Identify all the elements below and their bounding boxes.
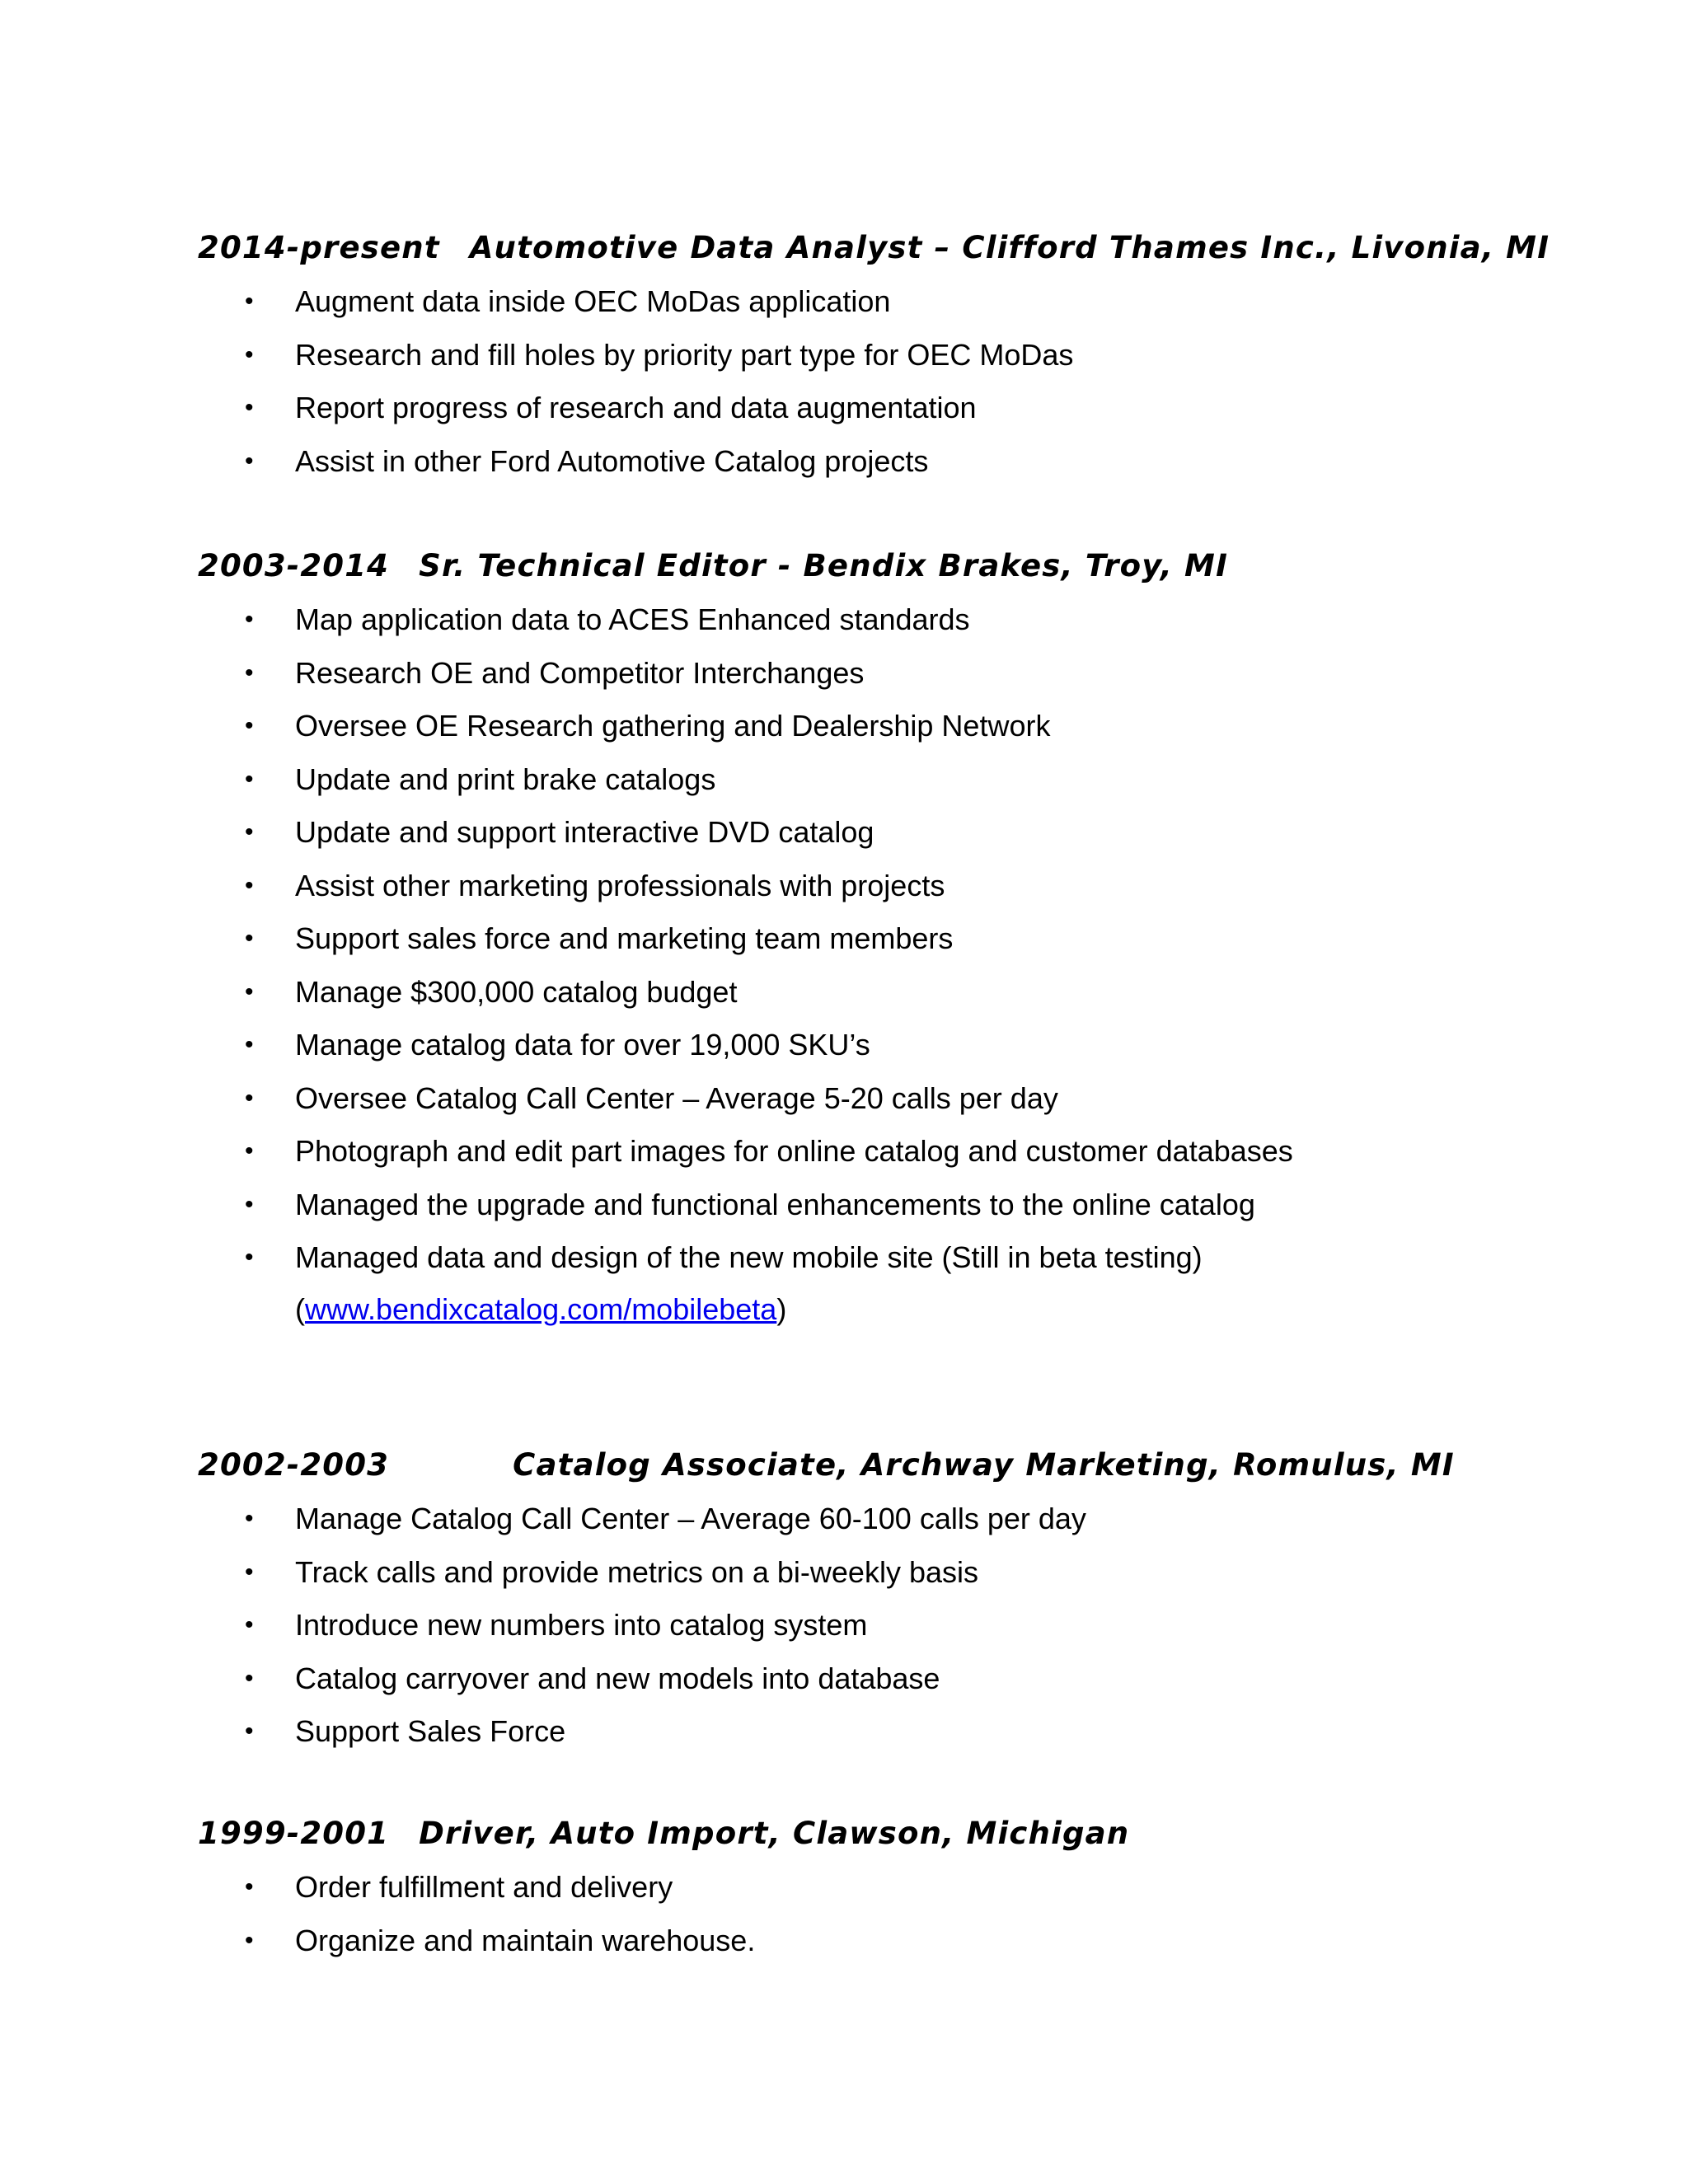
bullet-glyph: • <box>245 340 254 368</box>
bullet-text: Track calls and provide metrics on a bi-weekly basis <box>295 1554 978 1589</box>
bullet-text: Managed data and design of the new mobile site (Still in beta testing) <box>295 1240 1203 1274</box>
list-item <box>0 655 1293 709</box>
job-title: Sr. Technical Editor - Bendix Brakes, Troy, MI <box>419 548 1229 583</box>
bullet-text: Assist other marketing professionals with projects <box>295 868 945 902</box>
bullet-glyph: • <box>245 1873 254 1900</box>
list-item <box>0 1027 1293 1080</box>
bullet-glyph: • <box>245 1190 254 1218</box>
list-item <box>0 1661 1086 1714</box>
list-item <box>0 762 1293 815</box>
bullet-text: Photograph and edit part images for online catalog and customer databases <box>295 1134 1293 1168</box>
bullet-glyph: • <box>245 818 254 846</box>
job-heading-1 <box>198 230 1550 266</box>
list-item <box>0 337 1073 391</box>
job-years: 2014-present <box>198 230 440 265</box>
bullet-glyph: • <box>245 977 254 1005</box>
bullet-glyph: • <box>245 1718 254 1745</box>
list-item <box>0 1554 1086 1608</box>
bullet-text: Update and support interactive DVD catalog <box>295 815 874 849</box>
bullet-glyph: • <box>245 1926 254 1954</box>
list-item <box>0 921 1293 974</box>
bullet-glyph: • <box>245 765 254 793</box>
list-item <box>0 1869 755 1923</box>
job-title: Automotive Data Analyst – Clifford Thames Inc., Livonia, MI <box>469 230 1550 265</box>
job-bullets-4 <box>0 1869 755 1975</box>
bullet-text: Oversee Catalog Call Center – Average 5-20 calls per day <box>295 1080 1058 1115</box>
job-heading-4 <box>198 1816 1129 1852</box>
bullet-text: Order fulfillment and delivery <box>295 1870 673 1904</box>
job-bullets-2 <box>0 602 1293 1293</box>
bullet-text: Oversee OE Research gathering and Dealership Network <box>295 709 1051 743</box>
mobile-site-link-line <box>295 1291 786 1328</box>
paren-close: ) <box>776 1292 787 1326</box>
list-item <box>0 1080 1293 1134</box>
list-item <box>0 284 1073 337</box>
paren-open: ( <box>295 1292 305 1326</box>
list-item <box>0 443 1073 497</box>
bullet-glyph: • <box>245 1031 254 1058</box>
bullet-glyph: • <box>245 394 254 421</box>
bullet-text: Support sales force and marketing team members <box>295 921 954 955</box>
bullet-text: Report progress of research and data augmentation <box>295 391 977 424</box>
bullet-text: Manage $300,000 catalog budget <box>295 974 738 1009</box>
bullet-text: Manage catalog data for over 19,000 SKU’s <box>295 1028 870 1062</box>
bullet-text: Update and print brake catalogs <box>295 762 716 796</box>
bullet-glyph: • <box>245 1084 254 1112</box>
list-item <box>0 1501 1086 1554</box>
bullet-glyph: • <box>245 1244 254 1271</box>
bullet-text: Assist in other Ford Automotive Catalog projects <box>295 443 929 478</box>
bullet-text: Manage Catalog Call Center – Average 60-100 calls per day <box>295 1502 1086 1535</box>
list-item <box>0 868 1293 921</box>
bullet-text: Map application data to ACES Enhanced standards <box>295 602 970 636</box>
bullet-text: Organize and maintain warehouse. <box>295 1923 756 1957</box>
bullet-glyph: • <box>245 1558 254 1586</box>
list-item <box>0 1240 1293 1293</box>
job-title: Driver, Auto Import, Clawson, Michigan <box>419 1816 1130 1851</box>
bullet-glyph: • <box>245 658 254 687</box>
bullet-text: Support Sales Force <box>295 1714 566 1748</box>
list-item <box>0 708 1293 762</box>
job-title: Catalog Associate, Archway Marketing, Romulus, MI <box>513 1447 1455 1483</box>
list-item <box>0 1187 1293 1240</box>
list-item <box>0 974 1293 1028</box>
mobile-beta-link[interactable]: www.bendixcatalog.com/mobilebeta <box>305 1292 777 1326</box>
bullet-text: Research OE and Competitor Interchanges <box>295 655 865 690</box>
job-bullets-3 <box>0 1501 1086 1767</box>
list-item <box>0 1133 1293 1187</box>
list-item <box>0 602 1293 655</box>
bullet-glyph: • <box>245 925 254 952</box>
bullet-glyph: • <box>245 1611 254 1638</box>
bullet-text: Managed the upgrade and functional enhancements to the online catalog <box>295 1187 1255 1221</box>
bullet-glyph: • <box>245 871 254 899</box>
bullet-text: Augment data inside OEC MoDas application <box>295 284 891 318</box>
list-item <box>0 814 1293 868</box>
bullet-glyph: • <box>245 606 254 633</box>
bullet-glyph: • <box>245 1505 254 1532</box>
bullet-text: Introduce new numbers into catalog system <box>295 1608 868 1642</box>
job-years: 2003-2014 <box>198 548 390 583</box>
list-item <box>0 1923 755 1976</box>
bullet-glyph: • <box>245 1137 254 1165</box>
bullet-glyph: • <box>245 288 254 315</box>
bullet-text: Research and fill holes by priority part type for OEC MoDas <box>295 337 1074 372</box>
job-bullets-1 <box>0 284 1073 496</box>
bullet-glyph: • <box>245 1664 254 1692</box>
bullet-glyph: • <box>245 447 254 475</box>
job-heading-3 <box>198 1447 1455 1483</box>
job-years: 1999-2001 <box>198 1816 390 1851</box>
job-heading-2 <box>198 548 1228 584</box>
list-item <box>0 390 1073 443</box>
list-item <box>0 1607 1086 1661</box>
list-item <box>0 1713 1086 1767</box>
job-years: 2002-2003 <box>198 1447 390 1483</box>
bullet-text: Catalog carryover and new models into database <box>295 1661 940 1695</box>
bullet-glyph: • <box>245 712 254 739</box>
